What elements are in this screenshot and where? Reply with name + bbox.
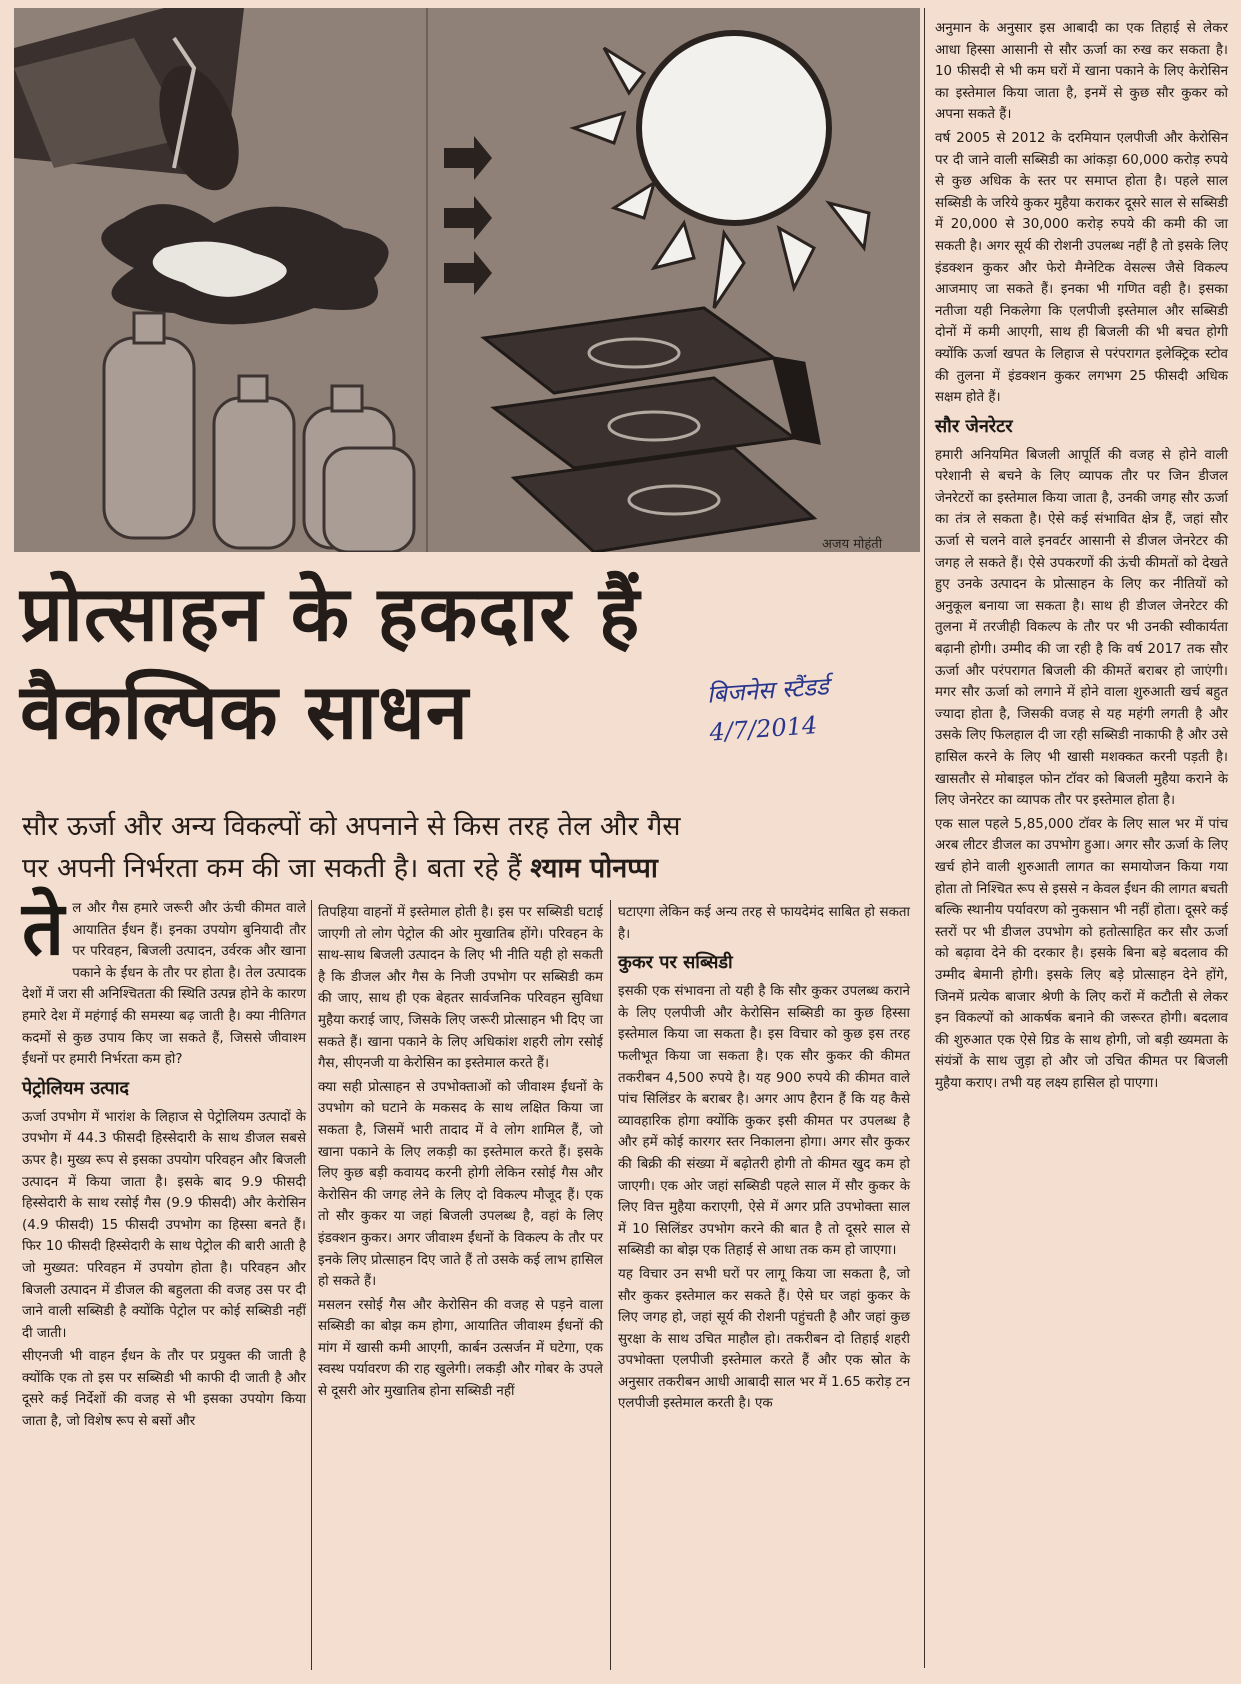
col4-para-1: अनुमान के अनुसार इस आबादी का एक तिहाई से लेकर आधा हिस्सा आसानी से सौर ऊर्जा का रुख कर सकता है। 10 फीसदी से भी कम घरों में खाना पकाने के लिए केरोसिन का इस्तेमाल किया जाता है, इनमें से कुछ सौर कुकर को अपना सकते हैं। <box>935 21 1228 123</box>
col4-para-3: हमारी अनियमित बिजली आपूर्ति की वजह से होने वाली परेशानी से बचने के लिए व्यापक तौर पर जिन डीजल जेनरेटरों का इस्तेमाल किया जाता है, उनकी जगह सौर ऊर्जा का तंत्र ले सकता है। ऐसे कई संभावित क्षेत्र हैं, जहां सौर ऊर्जा से चलने वाले इनवर्टर आसानी से डीजल जेनरेटर की जगह ले सकते हैं। ऐसे उपकरणों की ऊंची कीमतों को देखते हुए उनके उत्पादन के प्रोत्साहन के लिए कर नीतियों को अनुकूल बनाया जा सकता है। साथ ही डीजल जेनरेटर की तुलना में तरजीही विकल्प के तौर पर भी उनकी स्वीकार्यता बढ़ानी होगी। उम्मीद की जा रही है कि वर्ष 2017 तक सौर ऊर्जा और परंपरागत बिजली की कीमतें बराबर हो जाएंगी। मगर सौर ऊर्जा को लगाने में होने वाला शुरुआती खर्च बहुत ज्यादा होता है, जिसकी वजह से यह महंगी लगती है और उसके लिए फिलहाल दी जा रही सब्सिडी नाकाफी है और उसे हासिल करने के लिए भी खासी मशक्कत करनी पड़ती है। खासतौर से मोबाइल फोन टॉवर को बिजली मुहैया कराने के लिए जेनरेटर का व्यापक तौर पर इस्तेमाल होता है। <box>935 447 1228 809</box>
col3-para-3: यह विचार उन सभी घरों पर लागू किया जा सकता है, जो सौर कुकर इस्तेमाल कर सकते हैं। ऐसे घर जहां कुकर के लिए जगह हो, जहां सूर्य की रोशनी पहुंचती है और जहां कुछ सुरक्षा के साथ उचित माहौल हो। तकरीबन दो तिहाई शहरी उपभोक्ता एलपीजी इस्तेमाल करते हैं और एक स्रोत के अनुसार तकरीबन आधी आबादी साल भर में 1.65 करोड़ टन एलपीजी इस्तेमाल करती है। एक <box>618 1266 910 1412</box>
handnote-date: 4/7/2014 <box>708 711 819 747</box>
col1-para-1-text: ल और गैस हमारे जरूरी और ऊंची कीमत वाले आयातित ईंधन हैं। इनका उपयोग बुनियादी तौर पर परिवहन, बिजली उत्पादन, उर्वरक और खाना पकाने के ईंधन के तौर पर होता है। तेल उत्पादक देशों में जरा सी अनिश्चितता की स्थिति उत्पन्न होने के कारण हमारे देश में महंगाई की समस्या बढ़ जाती है। क्या नीतिगत कदमों से कुछ उपाय किए जा सकते हैं, जिससे जीवाश्म ईंधनों पर हमारी निर्भरता कम हो? <box>22 901 306 1068</box>
col2-para-3: मसलन रसोई गैस और केरोसिन की वजह से पड़ने वाला सब्सिडी का बोझ कम होगा, आयातित जीवाश्म ईंधनों की मांग में खासी कमी आएगी, कार्बन उत्सर्जन में घटेगा, एक स्वस्थ पर्यावरण की राह खुलेगी। लकड़ी और गोबर के उपले से दूसरी ओर मुखातिब होना सब्सिडी नहीं <box>318 1297 603 1400</box>
subhead-line2-text: पर अपनी निर्भरता कम की जा सकती है। बता रहे हैं <box>22 853 522 884</box>
column-rule-2 <box>610 900 611 1670</box>
col4-para-4: एक साल पहले 5,85,000 टॉवर के लिए साल भर में पांच अरब लीटर डीजल का उपभोग हुआ। अगर सौर ऊर्जा के लिए खर्च होने वाली शुरुआती लागत का समायोजन किया गया होता तो निश्चित रूप से इससे न केवल ईंधन की लागत बचती बल्कि स्थानीय पर्यावरण को नुकसान भी नहीं होता। दूसरे कई स्तरों पर भी डीजल उपभोग को हतोत्साहित कर सौर ऊर्जा को बढ़ावा देने की दरकार है। इसके बिना बड़े बदलाव की उम्मीद बेमानी होगी। इसके लिए बड़े प्रोत्साहन देने होंगे, जिनमें प्रत्येक बाजार श्रेणी के लिए करों में कटौती से लेकर इन विकल्पों को आकर्षक बनाने की जरूरत होगी। बदलाव की शुरुआत एक ऐसे ग्रिड के साथ होगी, जो बड़ी ख्यमता के संयंत्रों के साथ जुड़ा हो और जो उचित कीमत पर बिजली मुहैया कराए। तभी यह लक्ष्य हासिल हो पाएगा। <box>935 816 1228 1091</box>
col3-para-1: घटाएगा लेकिन कई अन्य तरह से फायदेमंद साबित हो सकता है। <box>618 905 910 942</box>
column-rule-1 <box>311 900 312 1670</box>
section-heading-cooker: कुकर पर सब्सिडी <box>618 952 733 974</box>
subhead-line1: सौर ऊर्जा और अन्य विकल्पों को अपनाने से किस तरह तेल और गैस <box>22 811 681 842</box>
subheadline <box>22 806 922 890</box>
handwritten-note <box>706 660 931 751</box>
author-name: श्याम पोनप्पा <box>530 853 658 884</box>
section-heading-petroleum: पेट्रोलियम उत्पाद <box>22 1077 129 1099</box>
column-rule-vertical <box>924 8 925 1668</box>
arrows <box>444 136 492 295</box>
dropcap: ते <box>22 886 65 972</box>
subhead-line2 <box>22 848 922 890</box>
column-3 <box>618 902 910 1417</box>
col2-para-1: तिपहिया वाहनों में इस्तेमाल होती है। इस पर सब्सिडी घटाई जाएगी तो लोग पेट्रोल की ओर मुखातिब होंगे। परिवहन के साथ-साथ बिजली उत्पादन के लिए भी नीति यही हो सकती है कि डीजल और गैस के निजी उपभोग पर सब्सिडी कम की जाए, साथ ही एक बेहतर सार्वजनिक परिवहन सुविधा मुहैया कराई जाए, जिसके लिए जरूरी प्रोत्साहन भी दिए जा सकते हैं। खाना पकाने के लिए अधिकांश शहरी लोग रसोई गैस, सीएनजी या केरोसिन का इस्तेमाल करते हैं। <box>318 905 603 1072</box>
column-1 <box>22 886 306 1435</box>
col1-para-1 <box>22 886 306 1071</box>
col1-para-3: सीएनजी भी वाहन ईंधन के तौर पर प्रयुक्त की जाती है क्योंकि एक तो इस पर सब्सिडी भी काफी दी जाती है और दूसरे कई निर्देशों की वजह से भी इसका उपयोग किया जाता है, जो विशेष रूप से बसों और <box>22 1349 306 1430</box>
headline <box>20 565 780 761</box>
col3-para-2: इसकी एक संभावना तो यही है कि सौर कुकर उपलब्ध कराने के लिए एलपीजी और केरोसिन सब्सिडी का कुछ हिस्सा इस्तेमाल किया जा सकता है। इस विचार को कुछ इस तरह फलीभूत किया जा सकता है। एक सौर कुकर की कीमत तकरीबन 4,500 रुपये है। यह 900 रुपये की कीमत वाले पांच सिलिंडर के बराबर है। अगर आप हैरान हैं कि यह कैसे व्यावहारिक होगा क्योंकि कुकर इसी कीमत पर उपलब्ध है और हमें कोई कारगर स्तर निकालना होगा। अगर सौर कुकर की बिक्री की संख्या में बढ़ोतरी होगी तो कीमत खुद कम हो जाएगी। एक ओर जहां सब्सिडी पहले साल में सौर कुकर के लिए वित्त मुहैया कराएगी, ऐसे में अगर प्रति उपभोक्ता साल में 10 सिलिंडर उपभोग करने की बात है तो दूसरे साल से सब्सिडी का बोझ एक तिहाई से आधा तक कम हो जाएगा। <box>618 984 910 1259</box>
column-2 <box>318 902 603 1405</box>
photo-credit: अजय मोहंती <box>822 537 883 552</box>
oil-to-solar-illustration <box>14 8 920 552</box>
col1-para-2: ऊर्जा उपभोग में भारांश के लिहाज से पेट्रोलियम उत्पादों के उपभोग में 44.3 फीसदी हिस्सेदारी के साथ डीजल सबसे ऊपर है। मुख्य रूप से इसका उपयोग परिवहन और बिजली उत्पादन में किया जाता है। इसके बाद 9.9 फीसदी हिस्सेदारी के साथ रसोई गैस (9.9 फीसदी) और केरोसिन (4.9 फीसदी) 15 फीसदी उपभोग का हिस्सा बनते हैं। फिर 10 फीसदी हिस्सेदारी के साथ पेट्रोल की बारी आती है जो मुख्यत: परिवहन में उपयोग होता है। परिवहन और बिजली उत्पादन में डीजल की बहुलता की वजह उस पर दी जाने वाली सब्सिडी है क्योंकि पेट्रोल पर कोई सब्सिडी नहीं दी जाती। <box>22 1109 306 1341</box>
col2-para-2: क्या सही प्रोत्साहन से उपभोक्ताओं को जीवाश्म ईंधनों के उपभोग को घटाने के मकसद के साथ लक्षित किया जा सकता है, जिसमें भारी तादाद में वे लोग शामिल हैं, जो खाना पकाने के लिए लकड़ी का इस्तेमाल करते हैं। इसके लिए कुछ बड़ी कवायद करनी होगी लेकिन रसोई गैस और केरोसिन की जगह लेने के लिए दो विकल्प मौजूद हैं। एक तो सौर कुकर या जहां बिजली उपलब्ध है, वहां के लिए इंडक्शन कुकर। अगर जीवाश्म ईंधनों के विकल्प के तौर पर इनके लिए प्रोत्साहन दिए जाते हैं तो उसके कई लाभ हासिल हो सकते हैं। <box>318 1079 603 1290</box>
column-4 <box>935 18 1228 1097</box>
illustration-svg <box>14 8 920 552</box>
col4-para-2: वर्ष 2005 से 2012 के दरमियान एलपीजी और केरोसिन पर दी जाने वाली सब्सिडी का आंकड़ा 60,000 करोड़ रुपये से कुछ अधिक के स्तर पर समाप्त होता है। पहले साल सब्सिडी के जरिये कुकर मुहैया कराकर दूसरे साल से सब्सिडी में 20,000 से 30,000 करोड़ रुपये की कमी की जा सकती है। अगर सूर्य की रोशनी उपलब्ध नहीं है तो इसके लिए इंडक्शन कुकर और फेरो मैग्नेटिक वेसल्स जैसे विकल्प आजमाए जा सकते हैं। इनका भी गणित वही है। इसका नतीजा यही निकलेगा कि एलपीजी इस्तेमाल और सब्सिडी दोनों में कमी आएगी, साथ ही बिजली की भी बचत होगी क्योंकि ऊर्जा खपत के लिहाज से परंपरागत इलेक्ट्रिक स्टोव की तुलना में इंडक्शन कुकर लगभग 25 फीसदी अधिक सक्षम होते हैं। <box>935 130 1228 406</box>
handnote-source: बिजनेस स्टैंडर्ड <box>705 672 830 709</box>
headline-line2: वैकल्पिक साधन <box>20 667 469 756</box>
headline-line1: प्रोत्साहन के हकदार हैं <box>20 569 641 658</box>
section-heading-solar-generator: सौर जेनरेटर <box>935 415 1013 437</box>
